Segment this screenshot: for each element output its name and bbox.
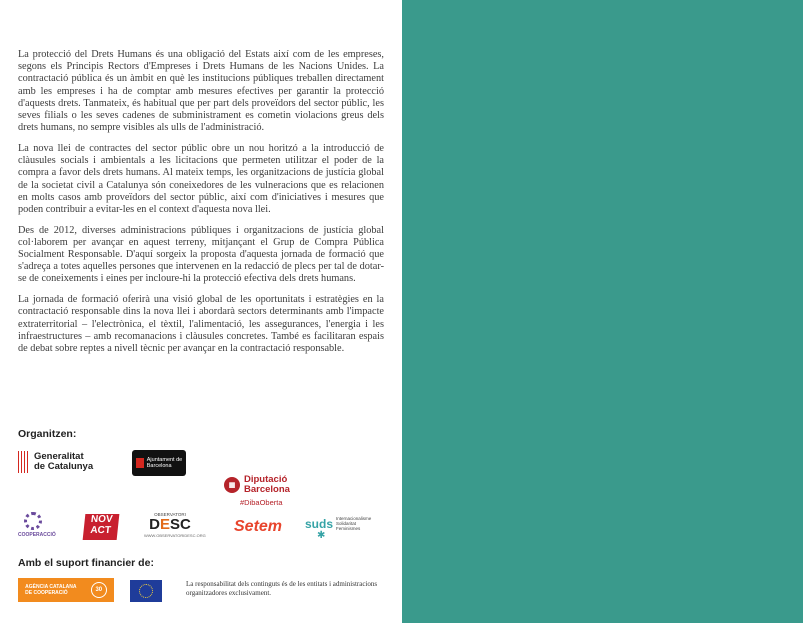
paragraph-4: La jornada de formació oferirà una visió global de les oportunitats i estratègies en la contractació responsable dins la nova llei i abordarà sectors determinants amb l'impacte extraterritorial – l'electrònica, el tèxtil, l'alimentació, les assegurances, l'energia i les infraestructures – amb recomanacions i clàusules concretes. També es facilitaran espais de debat sobre reptes a nivell tècnic per avançar en la contractació responsable.: [18, 294, 384, 354]
generalitat-logo: [18, 451, 93, 473]
suds-logo: [305, 516, 372, 541]
diputacio-emblem-icon: ▦: [224, 477, 240, 493]
shield-icon: [136, 458, 144, 468]
desc-sc: SC: [170, 516, 191, 533]
diputacio-hashtag: #DibaOberta: [240, 498, 283, 507]
paragraph-2: La nova llei de contractes del sector públic obre un nou horitzó a la introducció de clàusules socials i ambientals a les licitacions que permeten utilitzar el poder de la compra a favor dels drets humans. Al mateix temps, les organitzacions de justícia global de la societat civil a Catalunya són coneixedores de les vulneracions que es relacionen en molts casos amb proveïdors del sector públic, així com d'iniciatives i mesures que poden contribuir a evitar-les en el context d'aquesta nova llei.: [18, 142, 384, 215]
desc-url: WWW.OBSERVATORIDESC.ORG: [144, 533, 206, 538]
suds-figure-icon: ✱: [317, 530, 326, 541]
generalitat-stripes-icon: [18, 451, 28, 473]
eu-flag-icon: [130, 580, 162, 602]
paragraph-3: Des de 2012, diverses administracions públiques i organitzacions de justícia global col·laborem per avançar en aquest terreny, mitjançant el Grup de Compra Pública Socialment Responsable. D'aquí sorgeix la proposta d'aquesta jornada de formació que s'adreça a totes aquelles persones que intervenen en la redacció de plecs per tal de dotar-se de coneixements i eines per incloure-hi la protecció efectiva dels drets humans.: [18, 224, 384, 285]
cooperaccio-text: COOPERACCIÓ: [18, 532, 56, 538]
right-panel: [402, 0, 803, 623]
description-text: [18, 49, 384, 364]
desc-d: D: [149, 516, 160, 533]
diputacio-line-1: Diputació: [244, 474, 288, 485]
desc-top-text: OBSERVATORI: [154, 512, 186, 517]
suds-sub-3: Feminismes: [336, 526, 361, 531]
setem-logo: Setem: [234, 518, 283, 535]
diputacio-logo: [224, 475, 290, 495]
agencia-line-2: DE COOPERACIÓ: [25, 590, 68, 596]
ajuntament-logo: [132, 450, 186, 476]
suds-sub-2: Solidaritat: [336, 521, 357, 526]
novact-line-1: NOV: [90, 514, 114, 525]
ajuntament-line-1: Ajuntament de: [146, 457, 183, 463]
generalitat-line-2: de Catalunya: [34, 461, 94, 472]
disclaimer-text: La responsabilitat dels continguts és de les entitats i administracions organitzadores exclusivament.: [186, 580, 378, 597]
cooperaccio-star-icon: [24, 512, 42, 530]
cooperaccio-logo: [18, 512, 56, 538]
agencia-cooperacio-logo: [18, 578, 114, 602]
eu-stars-icon: [139, 584, 153, 598]
novact-logo: [83, 514, 120, 540]
novact-line-2: ACT: [89, 525, 112, 536]
organizers-label: Organitzen:: [18, 428, 77, 440]
diputacio-line-2: Barcelona: [244, 484, 290, 495]
support-label: Amb el suport financier de:: [18, 557, 154, 569]
agencia-line-1: AGÈNCIA CATALANA: [25, 584, 77, 590]
anniversary-badge: 30: [91, 582, 107, 598]
suds-sub-1: Internacionalisme: [336, 516, 372, 521]
ajuntament-line-2: Barcelona: [146, 463, 172, 469]
generalitat-line-1: Generalitat: [34, 451, 84, 462]
desc-e: E: [159, 516, 170, 533]
observatori-desc-logo: [144, 512, 206, 538]
suds-wordmark: suds: [305, 516, 334, 531]
paragraph-1: La protecció del Drets Humans és una obligació del Estats així com de les empreses, segons els Principis Rectors d'Empreses i Drets Humans de les Nacions Unides. La contractació pública és un àmbit en què les institucions públiques treballen directament amb les empreses i ha de comptar amb mesures efectives per garantir la protecció d'aquests drets. Tanmateix, és habitual que per part dels proveïdors del sector públic, les seves filials o les seves cadenes de subministrament es cometin violacions greus dels drets humans, no sempre visibles als ulls de l'administració.: [18, 49, 384, 134]
